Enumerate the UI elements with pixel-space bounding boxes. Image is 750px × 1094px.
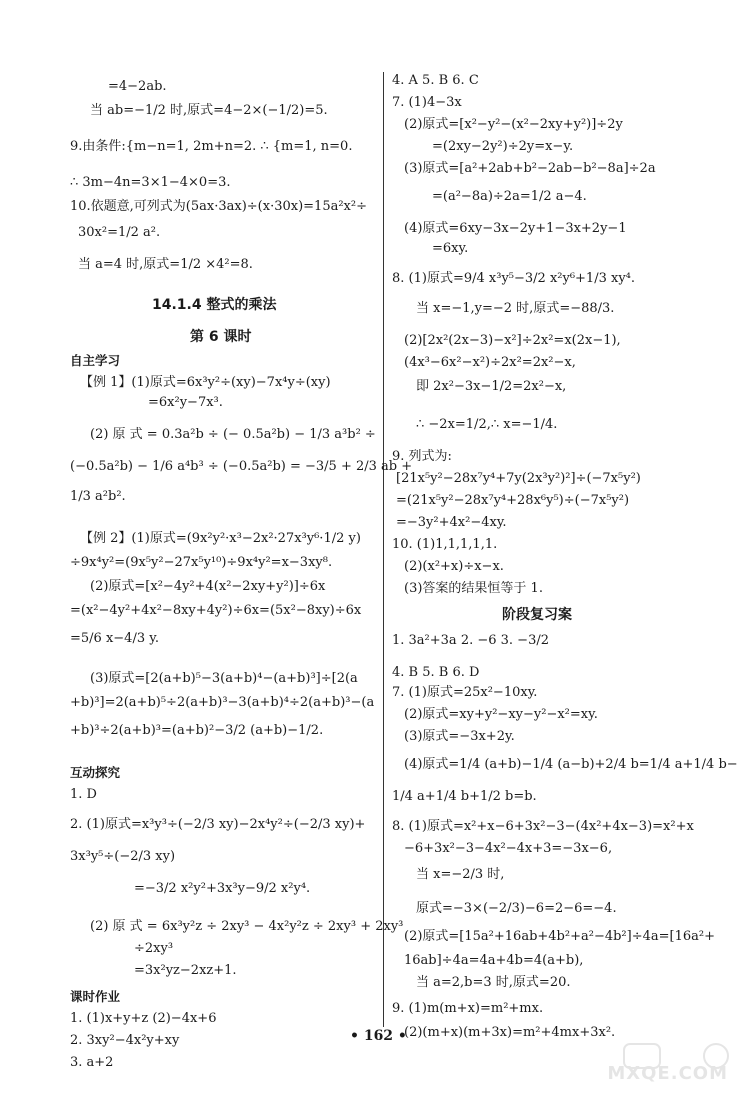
- text-line: ÷9x⁴y²=(9x⁵y²−27x⁵y¹⁰)÷9x⁴y²=x−3xy⁸.: [70, 555, 333, 570]
- text-line: 7. (1)原式=25x²−10xy.: [392, 685, 538, 700]
- text-line: 当 a=2,b=3 时,原式=20.: [416, 975, 571, 990]
- text-line: =4−2ab.: [108, 79, 167, 94]
- lesson-title: 第 6 课时: [190, 329, 252, 345]
- text-line: (4x³−6x²−x²)÷2x²=2x²−x,: [404, 355, 576, 370]
- text-line: 7. (1)4−3x: [392, 95, 462, 110]
- column-divider: [383, 72, 384, 1027]
- text-line: =(2xy−2y²)÷2y=x−y.: [432, 139, 574, 154]
- text-line: 10. (1)1,1,1,1,1.: [392, 537, 498, 552]
- text-line: =(21x⁵y²−28x⁷y⁴+28x⁶y⁵)÷(−7x⁵y²): [396, 493, 630, 508]
- text-line: +b)³÷2(a+b)³=(a+b)²−3/2 (a+b)−1/2.: [70, 723, 324, 738]
- watermark: [607, 1040, 740, 1090]
- text-line: (2)(x²+x)÷x−x.: [404, 559, 504, 574]
- text-line: 8. (1)原式=x²+x−6+3x²−3−(4x²+4x−3)=x²+x: [392, 819, 694, 834]
- text-line: 【例 1】(1)原式=6x³y²÷(xy)−7x⁴y÷(xy): [80, 375, 331, 390]
- text-line: 3x³y⁵÷(−2/3 xy): [70, 849, 176, 864]
- text-line: (3)原式=−3x+2y.: [404, 729, 515, 744]
- text-line: (2)[2x²(2x−3)−x²]÷2x²=x(2x−1),: [404, 333, 621, 348]
- text-line: 2. 3xy²−4x²y+xy: [70, 1033, 180, 1048]
- text-line: (3)原式=[2(a+b)⁵−3(a+b)⁴−(a+b)³]÷[2(a: [90, 671, 358, 686]
- text-line: 当 x=−2/3 时,: [416, 867, 505, 882]
- text-line: 当 ab=−1/2 时,原式=4−2×(−1/2)=5.: [90, 103, 328, 118]
- section-title: 14.1.4 整式的乘法: [152, 297, 277, 313]
- text-line: 当 x=−1,y=−2 时,原式=−88/3.: [416, 301, 615, 316]
- text-line: 4. B 5. B 6. D: [392, 665, 480, 680]
- text-line: 原式=−3×(−2/3)−6=2−6=−4.: [416, 901, 617, 916]
- text-line: =−3y²+4x²−4xy.: [396, 515, 507, 530]
- text-line: =6x²y−7x³.: [148, 395, 223, 410]
- text-line: 9. (1)m(m+x)=m²+mx.: [392, 1001, 544, 1016]
- text-line: =5/6 x−4/3 y.: [70, 631, 159, 646]
- text-line: (−0.5a²b) − 1/6 a⁴b³ ÷ (−0.5a²b) = −3/5 + 2/3 ab +: [70, 459, 413, 474]
- text-line: (3)原式=[a²+2ab+b²−2ab−b²−8a]÷2a: [404, 161, 656, 176]
- text-line: (4)原式=6xy−3x−2y+1−3x+2y−1: [404, 221, 627, 236]
- text-line: =(a²−8a)÷2a=1/2 a−4.: [432, 189, 587, 204]
- text-line: 即 2x²−3x−1/2=2x²−x,: [416, 379, 567, 394]
- text-line: (2)原式=[x²−4y²+4(x²−2xy+y²)]÷6x: [90, 579, 326, 594]
- text-line: 1. D: [70, 787, 97, 802]
- text-line: 【例 2】(1)原式=(9x²y²·x³−2x²·27x³y⁶·1/2 y): [80, 531, 361, 546]
- text-line: (2)原式=[x²−y²−(x²−2xy+y²)]÷2y: [404, 117, 623, 132]
- text-line: 1/3 a²b².: [70, 489, 126, 504]
- page-number: • 162 •: [350, 1028, 407, 1044]
- text-line: 30x²=1/2 a².: [78, 225, 161, 240]
- text-line: 9.由条件:{m−n=1, 2m+n=2. ∴ {m=1, n=0.: [70, 139, 353, 154]
- text-line: [21x⁵y²−28x⁷y⁴+7y(2x³y²)²]÷(−7x⁵y²): [396, 471, 641, 486]
- text-line: (2)原式=xy+y²−xy−y²−x²=xy.: [404, 707, 598, 722]
- text-line: (2)(m+x)(m+3x)=m²+4mx+3x².: [404, 1025, 616, 1040]
- text-line: (2) 原 式 = 0.3a²b ÷ (− 0.5a²b) − 1/3 a³b² ÷: [90, 427, 376, 442]
- text-line: ∴ −2x=1/2,∴ x=−1/4.: [416, 417, 558, 432]
- text-line: 9. 列式为:: [392, 449, 452, 464]
- subsection-heading: 自主学习: [70, 353, 121, 368]
- text-line: (4)原式=1/4 (a+b)−1/4 (a−b)+2/4 b=1/4 a+1/4 b−: [404, 757, 738, 772]
- text-line: ÷2xy³: [134, 941, 174, 956]
- text-line: =6xy.: [432, 241, 469, 256]
- watermark-text: MXQE.COM: [607, 1063, 728, 1084]
- text-line: (2)原式=[15a²+16ab+4b²+a²−4b²]÷4a=[16a²+: [404, 929, 715, 944]
- text-line: −6+3x²−3−4x²−4x+3=−3x−6,: [404, 841, 613, 856]
- subsection-heading: 课时作业: [70, 989, 121, 1004]
- text-line: =−3/2 x²y²+3x³y−9/2 x²y⁴.: [134, 881, 311, 896]
- text-line: 1/4 a+1/4 b+1/2 b=b.: [392, 789, 537, 804]
- text-line: +b)³]=2(a+b)⁵÷2(a+b)³−3(a+b)⁴÷2(a+b)³−(a: [70, 695, 375, 710]
- text-line: (3)答案的结果恒等于 1.: [404, 581, 543, 596]
- text-line: 10.依题意,可列式为(5ax·3ax)÷(x·30x)=15a²x²÷: [70, 199, 367, 214]
- text-line: 2. (1)原式=x³y³÷(−2/3 xy)−2x⁴y²÷(−2/3 xy)+: [70, 817, 366, 832]
- text-line: 4. A 5. B 6. C: [392, 73, 479, 88]
- text-line: =3x²yz−2xz+1.: [134, 963, 237, 978]
- text-line: 1. (1)x+y+z (2)−4x+6: [70, 1011, 217, 1026]
- text-line: =(x²−4y²+4x²−8xy+4y²)÷6x=(5x²−8xy)÷6x: [70, 603, 362, 618]
- text-line: 当 a=4 时,原式=1/2 ×4²=8.: [78, 257, 253, 272]
- text-line: 3. a+2: [70, 1055, 114, 1070]
- text-line: ∴ 3m−4n=3×1−4×0=3.: [70, 175, 231, 190]
- text-line: 1. 3a²+3a 2. −6 3. −3/2: [392, 633, 549, 648]
- subsection-heading: 互动探究: [70, 765, 121, 780]
- text-line: 16ab]÷4a=4a+4b=4(a+b),: [404, 953, 584, 968]
- text-line: (2) 原 式 = 6x³y²z ÷ 2xy³ − 4x²y²z ÷ 2xy³ + 2xy³: [90, 919, 404, 934]
- text-line: 8. (1)原式=9/4 x³y⁵−3/2 x²y⁶+1/3 xy⁴.: [392, 271, 636, 286]
- section-title: 阶段复习案: [502, 607, 572, 623]
